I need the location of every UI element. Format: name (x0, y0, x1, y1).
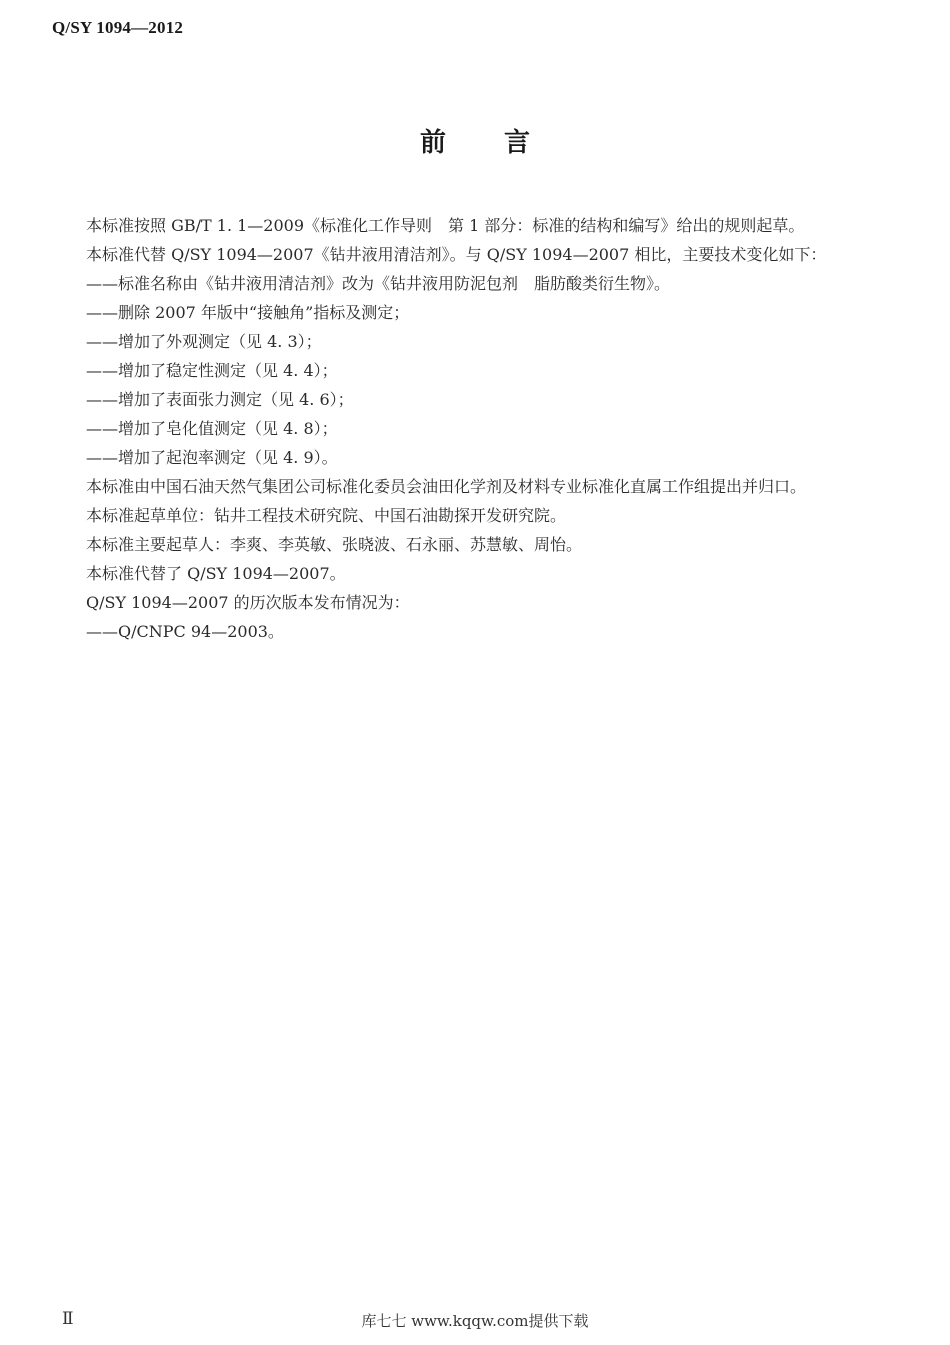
page-number: Ⅱ (62, 1309, 74, 1328)
paragraph: 本标准主要起草人：李爽、李英敏、张晓波、石永丽、苏慧敏、周怡。 (86, 535, 583, 554)
list-item: ——Q/CNPC 94—2003。 (86, 622, 284, 641)
list-item: ——删除 2007 年版中“接触角”指标及测定； (86, 303, 410, 322)
paragraph: Q/SY 1094—2007 的历次版本发布情况为： (86, 593, 410, 612)
document-body (54, 211, 900, 646)
paragraph: 本标准按照 GB/T 1. 1—2009《标准化工作导则 第 1 部分：标准的结构和编写》给出的规则起草。 (86, 216, 805, 235)
paragraph: 本标准由中国石油天然气集团公司标准化委员会油田化学剂及材料专业标准化直属工作组提出并归口。 (86, 477, 807, 496)
paragraph: 本标准代替 Q/SY 1094—2007《钻井液用清洁剂》。与 Q/SY 1094—2007 相比，主要技术变化如下： (86, 245, 827, 264)
page-title: 前言 (419, 128, 588, 158)
list-item: ——增加了稳定性测定（见 4. 4）； (86, 361, 338, 380)
standard-code: Q/SY 1094—2012 (52, 18, 184, 37)
list-item: ——增加了外观测定（见 4. 3）； (86, 332, 322, 351)
list-item: ——标准名称由《钻井液用清洁剂》改为《钻井液用防泥包剂 脂肪酸类衍生物》。 (86, 274, 671, 293)
paragraph: 本标准代替了 Q/SY 1094—2007。 (86, 564, 346, 583)
list-item: ——增加了表面张力测定（见 4. 6）； (86, 390, 354, 409)
paragraph: 本标准起草单位：钻井工程技术研究院、中国石油勘探开发研究院。 (86, 506, 567, 525)
footer-watermark: 库七七 www.kqqw.com提供下载 (361, 1312, 589, 1330)
list-item: ——增加了起泡率测定（见 4. 9）。 (86, 448, 338, 467)
list-item: ——增加了皂化值测定（见 4. 8）； (86, 419, 338, 438)
